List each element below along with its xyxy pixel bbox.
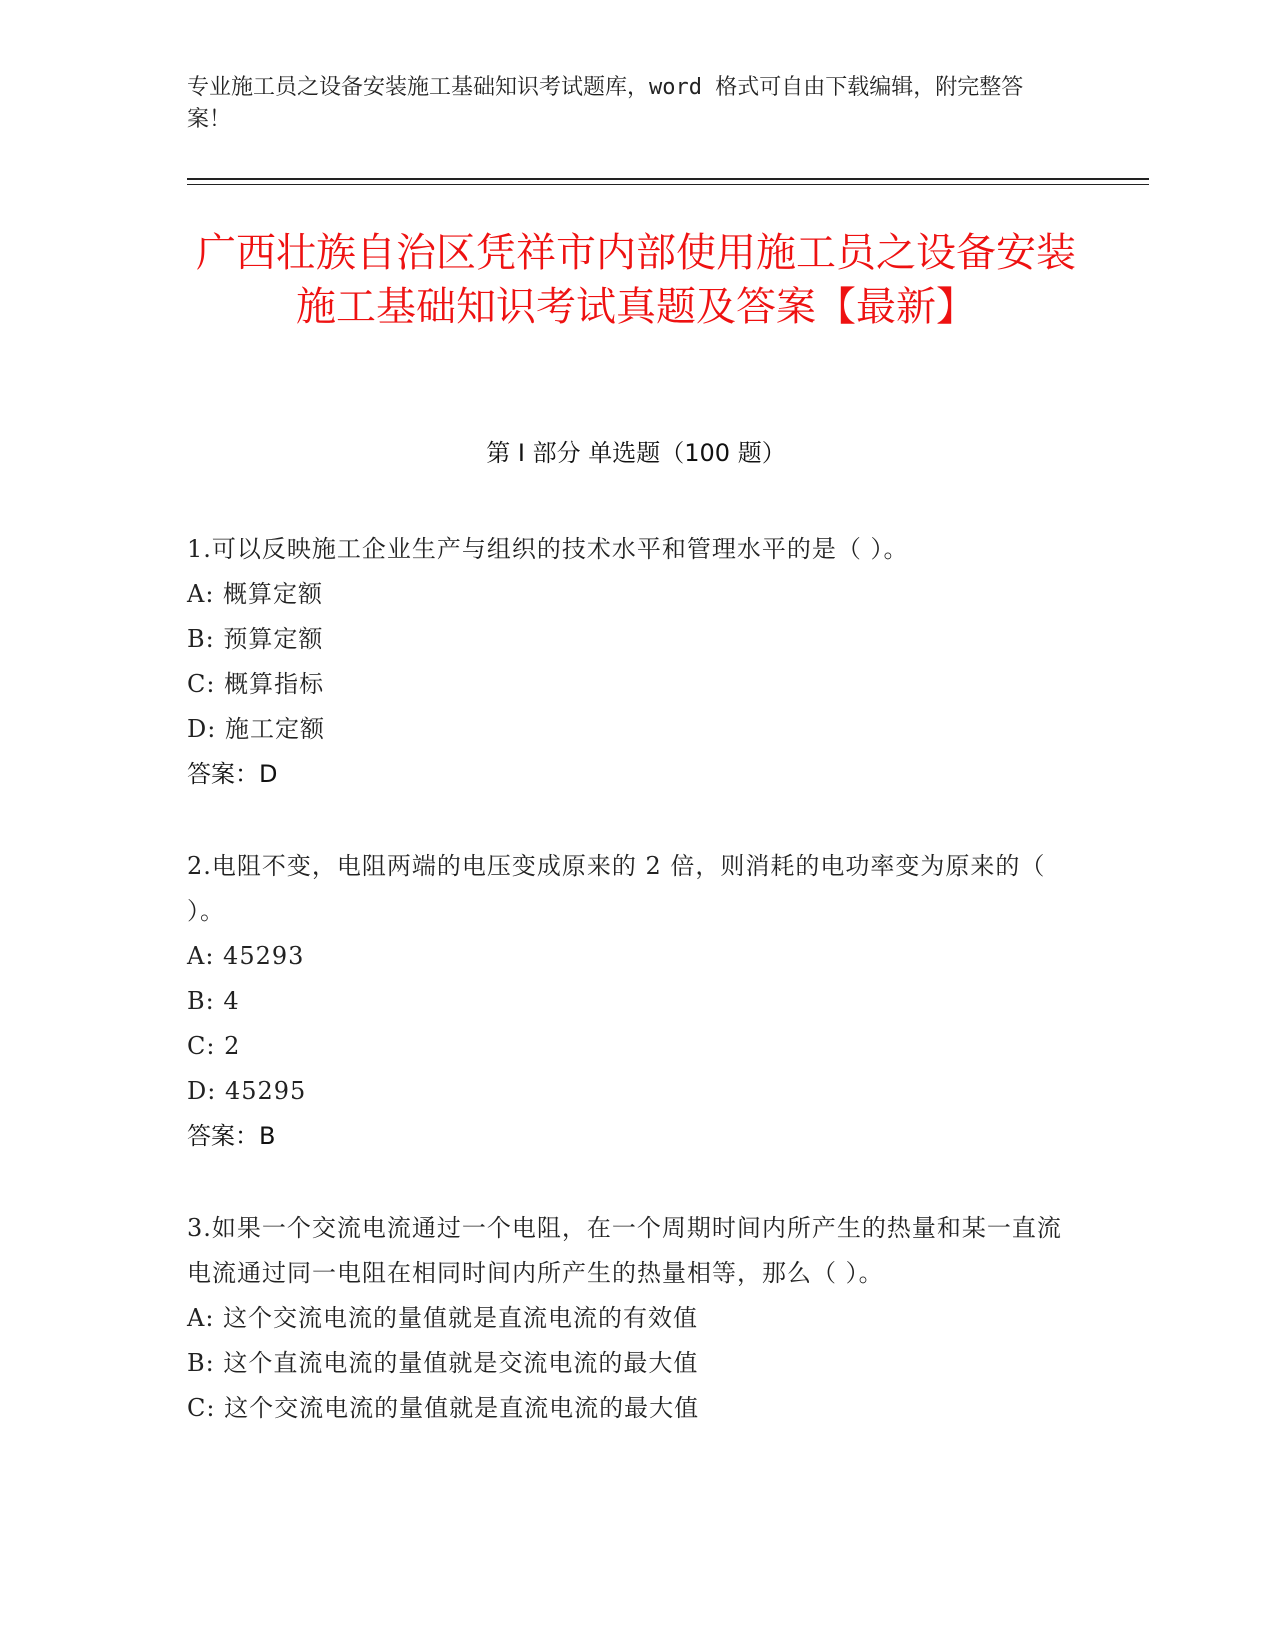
- question-3: [187, 1206, 1067, 1431]
- option-c: C: 这个交流电流的量值就是直流电流的最大值: [187, 1394, 700, 1422]
- question-stem: 2.电阻不变，电阻两端的电压变成原来的 2 倍，则消耗的电功率变为原来的（ ）。: [187, 852, 1046, 925]
- option-d: D: 45295: [187, 1077, 307, 1105]
- option-c: C: 2: [187, 1032, 241, 1060]
- option-c: C: 概算指标: [187, 670, 325, 698]
- option-b: B: 这个直流电流的量值就是交流电流的最大值: [187, 1349, 699, 1377]
- option-b: B: 4: [187, 987, 240, 1015]
- question-2: [187, 844, 1067, 1159]
- option-a: A: 45293: [187, 942, 305, 970]
- header-divider-thin: [187, 184, 1149, 185]
- option-a: A: 这个交流电流的量值就是直流电流的有效值: [187, 1304, 699, 1332]
- option-d: D: 施工定额: [187, 715, 325, 743]
- header-divider-thick: [187, 178, 1149, 180]
- question-1: [187, 527, 1067, 797]
- answer: 答案：B: [187, 1122, 276, 1150]
- question-list: [187, 527, 1067, 1478]
- section-heading: 第 I 部分 单选题（100 题）: [486, 439, 786, 467]
- option-b: B: 预算定额: [187, 625, 324, 653]
- question-stem: 3.如果一个交流电流通过一个电阻，在一个周期时间内所产生的热量和某一直流电流通过同一电阻在相同时间内所产生的热量相等，那么（ ）。: [187, 1214, 1062, 1287]
- option-a: A: 概算定额: [187, 580, 324, 608]
- document-title: 广西壮族自治区凭祥市内部使用施工员之设备安装施工基础知识考试真题及答案【最新】: [196, 230, 1076, 330]
- answer: 答案：D: [187, 760, 278, 788]
- header-note: 专业施工员之设备安装施工基础知识考试题库，word 格式可自由下载编辑，附完整答案！: [187, 75, 1024, 132]
- question-stem: 1.可以反映施工企业生产与组织的技术水平和管理水平的是（ ）。: [187, 535, 909, 563]
